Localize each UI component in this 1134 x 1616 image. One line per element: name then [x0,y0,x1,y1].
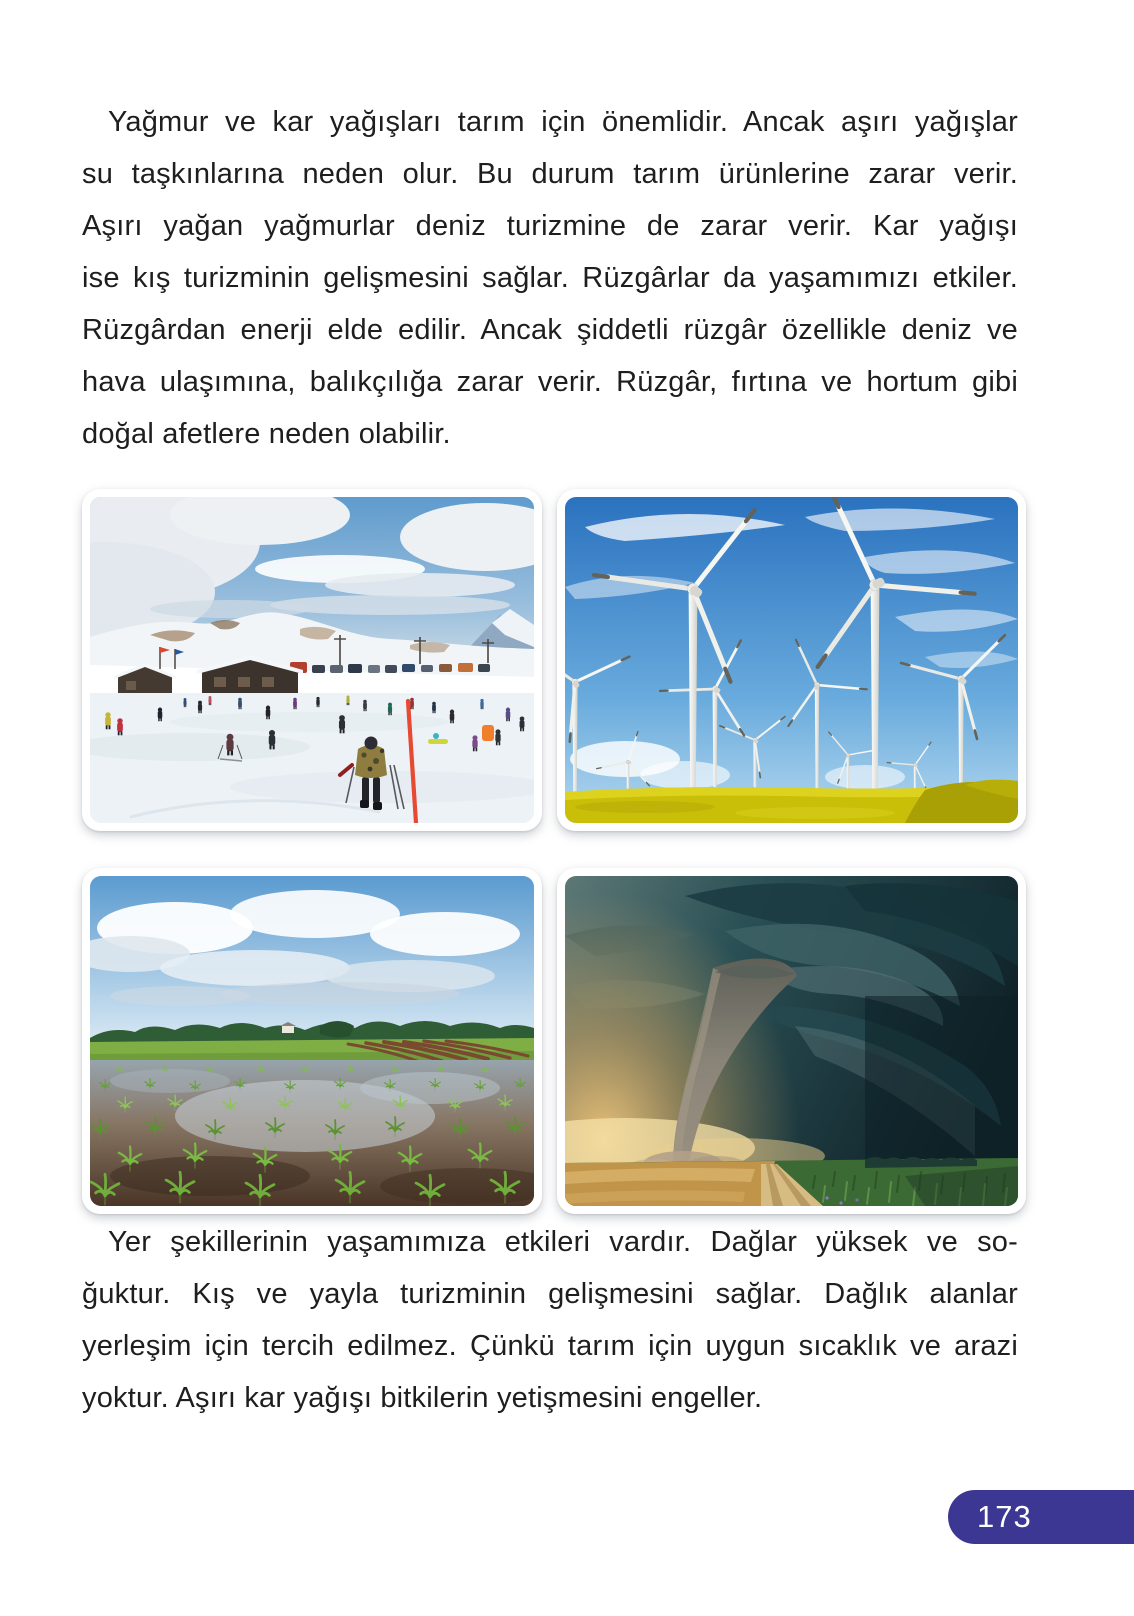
text-line: Aşırı yağan yağmurlar deniz turizmine de zarar verir. Kar yağışı [82,210,1018,242]
flooded-field-image [90,876,534,1206]
photo-flooded-field [82,868,542,1214]
wind-turbines-image [565,497,1018,823]
text-line: Rüzgârdan enerji elde edilir. Ancak şiddetli rüzgâr özellikle deniz ve [82,314,1018,346]
text-line: su taşkınlarına neden olur. Bu durum tarım ürünlerine zarar verir. [82,158,1018,190]
page-number-badge [948,1490,1134,1544]
text-line: ğuktur. Kış ve yayla turizminin gelişmesini sağlar. Dağlık alanlar [82,1278,1018,1310]
ski-resort-image [90,497,534,823]
tornado-image [565,876,1018,1206]
page-number: 173 [977,1499,1032,1534]
text-line: yoktur. Aşırı kar yağışı bitkilerin yetişmesini engeller. [82,1382,763,1414]
text-line: ise kış turizminin gelişmesini sağlar. Rüzgârlar da yaşamımızı etkiler. [82,262,1018,294]
text-line: Yağmur ve kar yağışları tarım için önemlidir. Ancak aşırı yağışlar [108,106,1018,138]
text-line: doğal afetlere neden olabilir. [82,418,451,450]
paragraph-weather-effects [82,96,1018,460]
photo-ski-resort [82,489,542,831]
photo-tornado [557,868,1026,1214]
text-line: yerleşim için tercih edilmez. Çünkü tarım için uygun sıcaklık ve arazi [82,1330,1018,1362]
text-line: hava ulaşımına, balıkçılığa zarar verir. Rüzgâr, fırtına ve hortum gibi [82,366,1018,398]
text-line: Yer şekillerinin yaşamımıza etkileri vardır. Dağlar yüksek ve so- [108,1226,1018,1258]
paragraph-landforms [82,1216,1018,1424]
photo-wind-turbines [557,489,1026,831]
